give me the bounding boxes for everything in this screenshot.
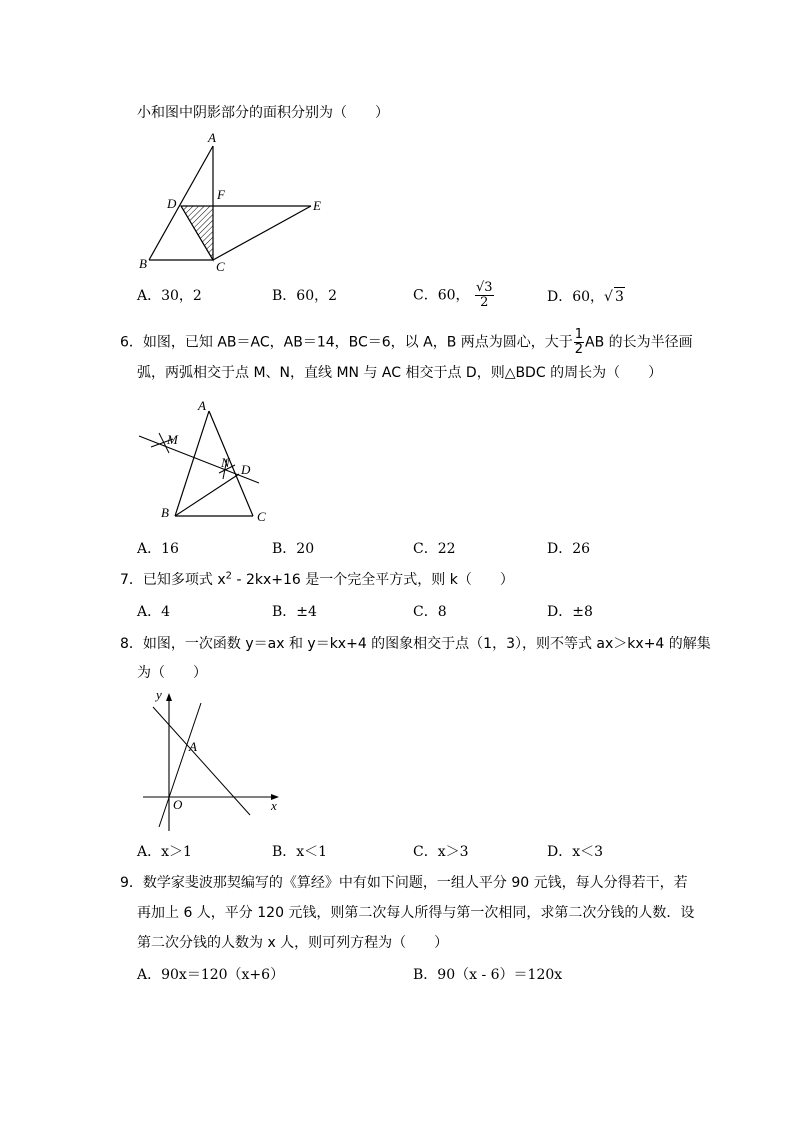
- q6-figure: [135, 395, 285, 525]
- q5-option-c: [413, 281, 495, 310]
- q8-figure: [135, 685, 285, 835]
- q6-line1: [120, 328, 693, 357]
- q8-y-arrow-icon: [166, 693, 172, 701]
- q5-figure: [135, 128, 335, 274]
- q6-label-c: C: [257, 509, 266, 524]
- q9-line1: 9．数学家斐波那契编写的《算经》中有如下问题，一组人平分 90 元钱，每人分得若干，若: [120, 875, 688, 891]
- q6-line2: 弧，两弧相交于点 M、N，直线 MN 与 AC 相交于点 D，则△BDC 的周长为（ ）: [137, 365, 663, 381]
- q5-option-c-fraction: [475, 281, 494, 310]
- q5-label-a: A: [208, 130, 216, 145]
- q6-line1-end: AB 的长为半径画: [585, 334, 693, 351]
- q6-label-a: A: [198, 398, 206, 413]
- q6-option-a: A．16: [137, 541, 179, 557]
- q8-option-d: D．x＜3: [547, 844, 604, 860]
- q6-option-d: D．26: [547, 541, 591, 557]
- q9-option-a: A．90x＝120（x+6）: [137, 967, 285, 983]
- q8-option-c: C．x＞3: [413, 844, 469, 860]
- q8-label-a: A: [189, 739, 197, 754]
- q5-label-b: B: [139, 256, 147, 271]
- q5-option-c-numerator: √3: [475, 280, 493, 295]
- q6-segment-bd: [175, 474, 239, 516]
- q5-label-f: F: [217, 187, 225, 202]
- q5-option-d-prefix: D．60，: [547, 289, 605, 305]
- q9-line3: 第二次分钱的人数为 x 人，则可列方程为（ ）: [137, 935, 449, 951]
- q6-half-denominator: 2: [574, 342, 584, 357]
- q6-option-c: C．22: [413, 541, 456, 557]
- q6-half-numerator: 1: [574, 327, 584, 342]
- q8-line-y-kx4: [153, 707, 250, 815]
- q7-stem-start: 7．已知多项式 x: [120, 572, 226, 588]
- q8-line2: 为（ ）: [137, 665, 207, 681]
- q5-stem: 小和图中阴影部分的面积分别为（ ）: [137, 105, 389, 121]
- q6-label-b: B: [161, 505, 169, 520]
- q5-option-a: A．30，2: [137, 288, 202, 304]
- q8-option-a: A．x＞1: [137, 844, 192, 860]
- q7-option-a: A．4: [137, 604, 171, 620]
- q6-half-fraction: [574, 328, 584, 357]
- q6-line1-start: 6．如图，已知 AB＝AC，AB＝14，BC＝6，以 A，B 两点为圆心，大于: [120, 334, 573, 351]
- q5-label-e: E: [313, 198, 321, 213]
- q6-label-n: N: [221, 455, 230, 470]
- q5-option-d: [547, 287, 625, 306]
- q8-label-o: O: [173, 797, 183, 812]
- q5-label-c: C: [216, 259, 225, 274]
- q5-option-d-radicand: 3: [614, 289, 624, 305]
- q8-line1: 8．如图，一次函数 y＝ax 和 y＝kx+4 的图象相交于点（1，3），则不等式 ax＞kx+4 的解集: [120, 636, 711, 652]
- q7-stem-end: - 2kx+16 是一个完全平方式，则 k（ ）: [232, 572, 514, 588]
- q7-stem: [120, 571, 514, 589]
- q6-label-m: M: [167, 432, 178, 447]
- q8-option-b: B．x＜1: [272, 844, 328, 860]
- q7-exponent: 2: [225, 570, 233, 582]
- q5-option-c-denominator: 2: [480, 295, 489, 310]
- q8-label-y: y: [156, 687, 162, 702]
- q7-option-c: C．8: [413, 604, 447, 620]
- q7-option-d: D．±8: [547, 604, 593, 620]
- q5-option-c-prefix: C．60，: [413, 287, 470, 304]
- q9-option-b: B．90（x - 6）＝120x: [413, 967, 563, 983]
- q6-option-b: B．20: [272, 541, 315, 557]
- sqrt-icon: √: [604, 289, 613, 305]
- q5-label-d: D: [167, 196, 177, 211]
- q6-label-d: D: [241, 462, 251, 477]
- q5-option-b: B．60，2: [272, 288, 338, 304]
- q5-segment-ec: [213, 206, 311, 260]
- q6-segment-ab: [175, 411, 209, 516]
- q7-option-b: B．±4: [272, 604, 317, 620]
- q8-label-x: x: [271, 798, 277, 813]
- q9-line2: 再加上 6 人，平分 120 元钱，则第二次每人所得与第一次相同，求第二次分钱的人数．设: [137, 905, 695, 921]
